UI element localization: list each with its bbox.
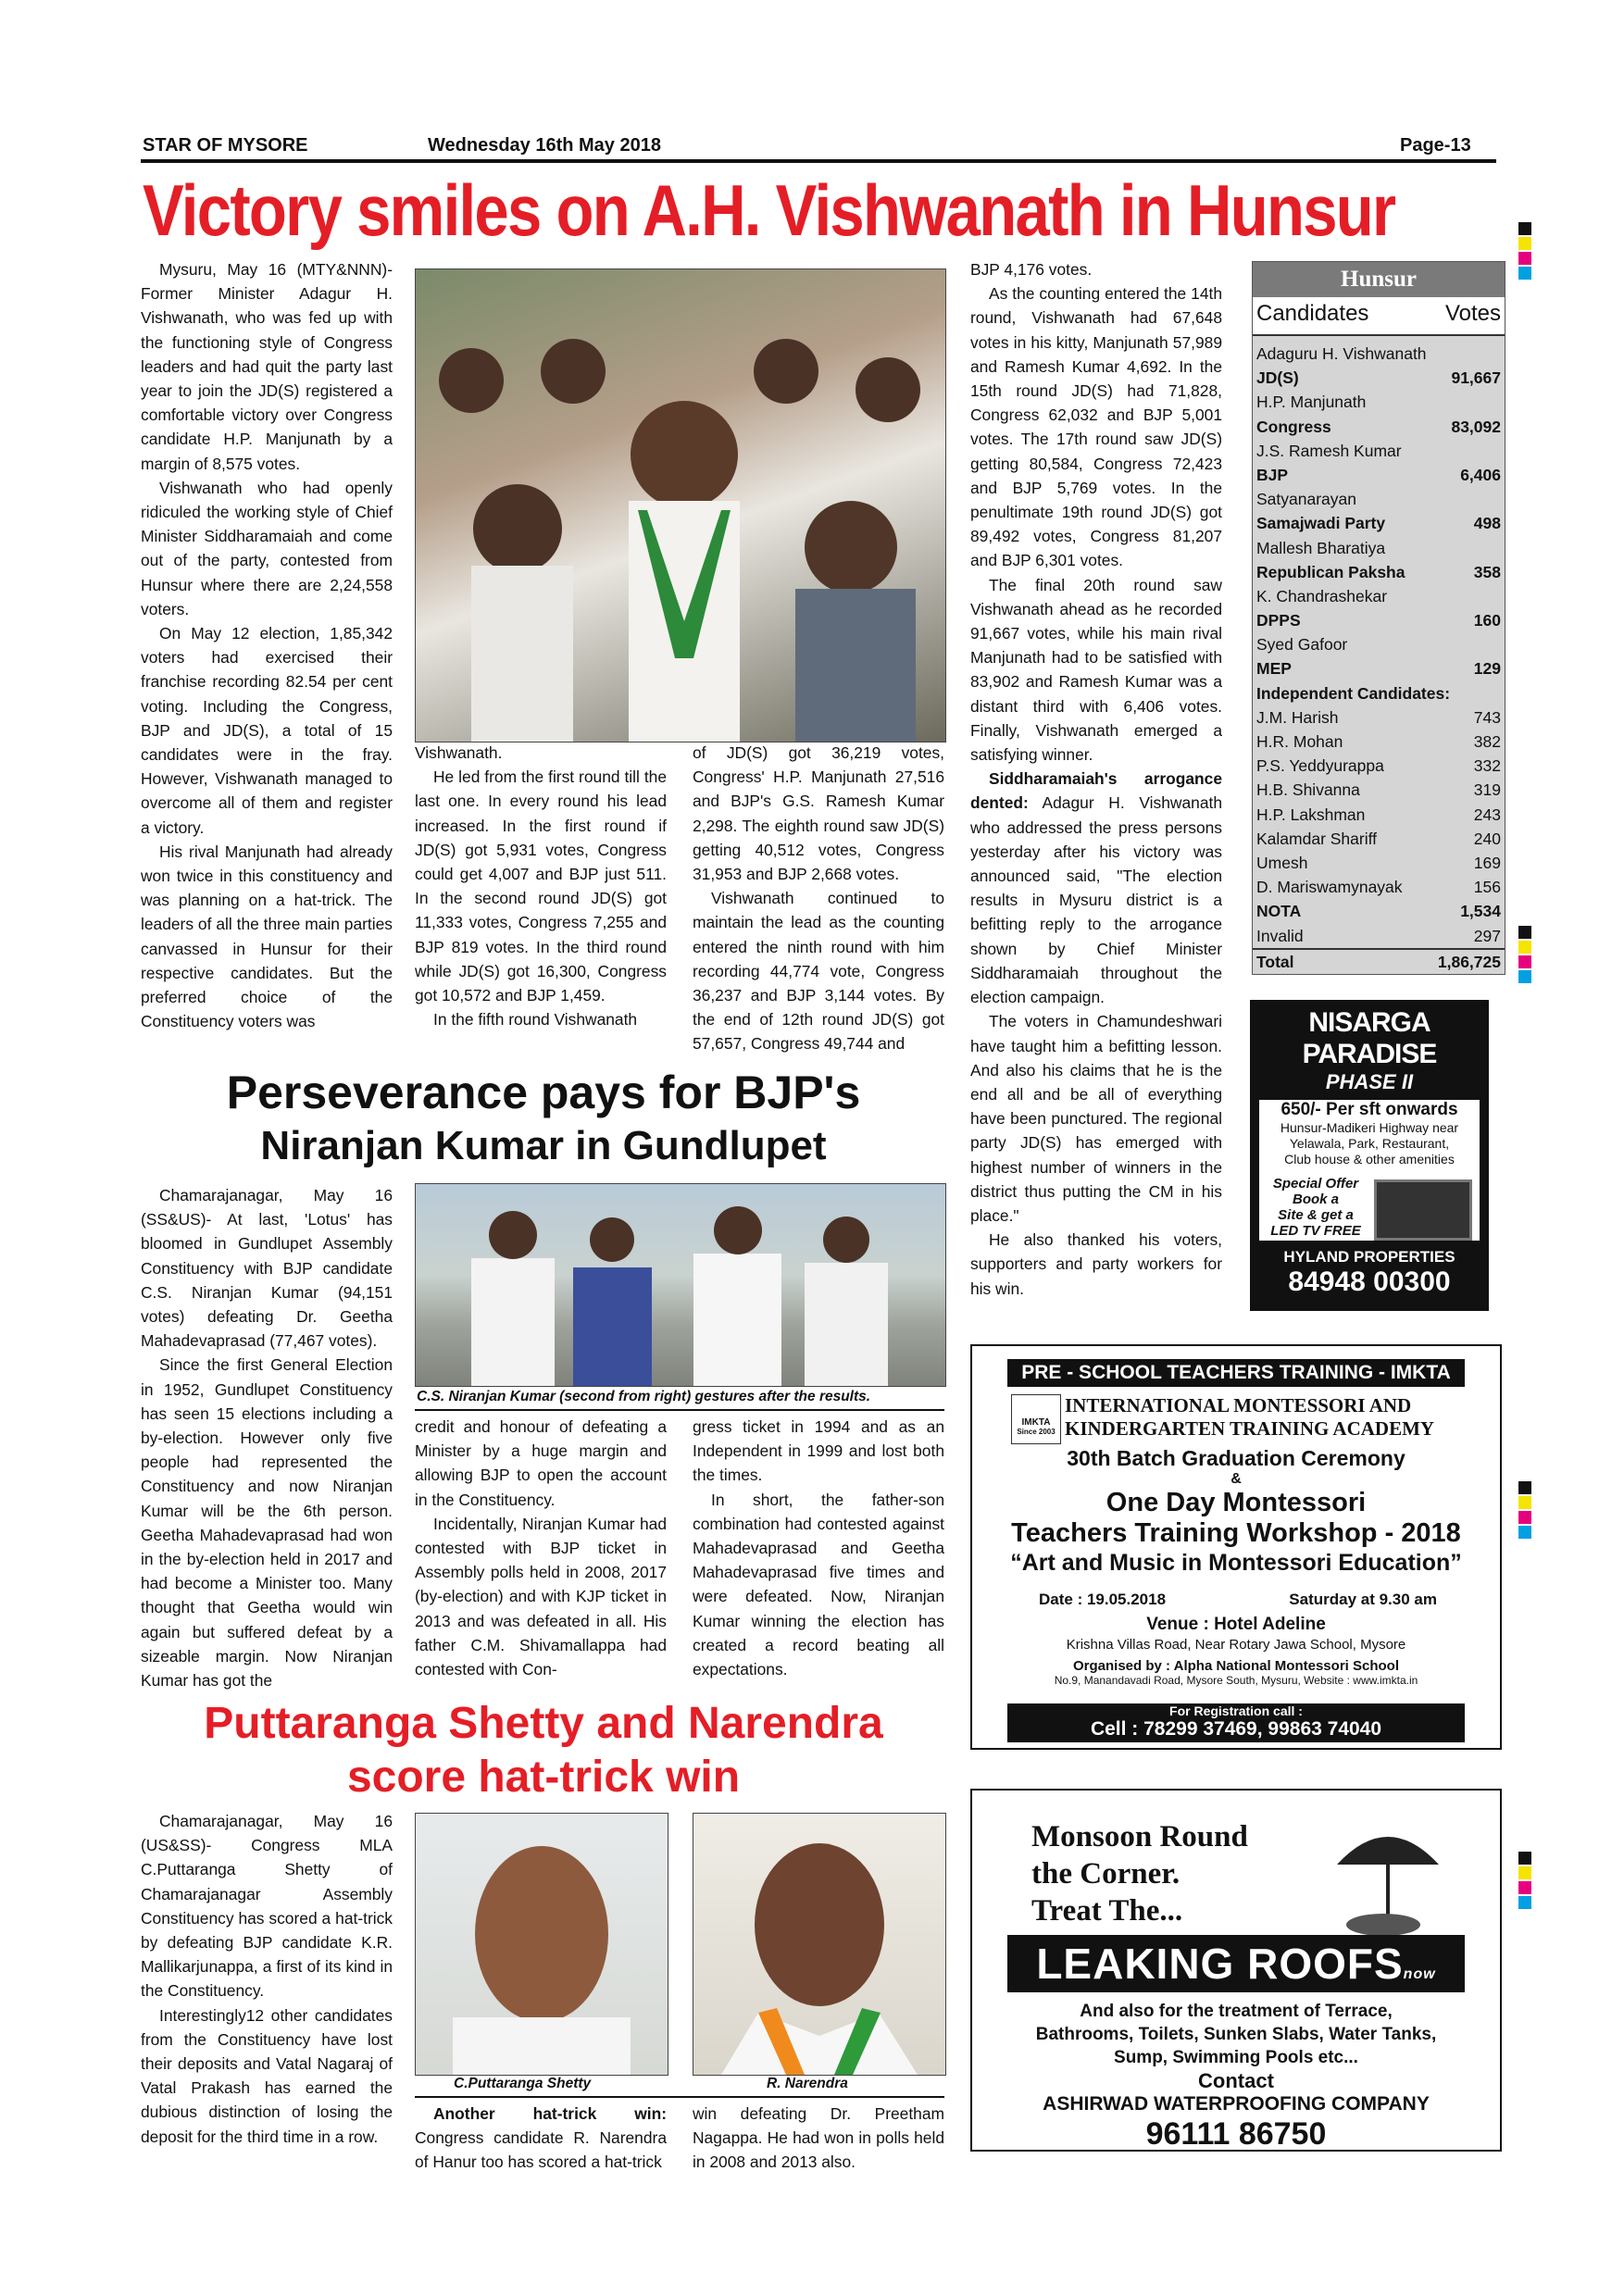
paragraph: In the fifth round Vishwanath <box>433 1010 638 1029</box>
results-header <box>1253 297 1505 336</box>
candidate-name: Republican Paksha <box>1256 562 1405 581</box>
event-address: Krishna Villas Road, Near Rotary Jawa School, Mysore <box>1066 1637 1406 1653</box>
candidate-votes: 319 <box>1473 780 1501 800</box>
result-row <box>1253 366 1505 390</box>
article2-headline-1: Perseverance pays for BJP's <box>226 1067 861 1118</box>
result-row <box>1253 899 1505 923</box>
paragraph: He also thanked his voters, supporters and party workers for his win. <box>970 1230 1222 1298</box>
vishwanath-photo <box>415 268 946 742</box>
subhead: Another hat-trick win: <box>433 2104 667 2123</box>
registration-label: For Registration call : <box>1169 1703 1303 1718</box>
event-venue: Venue : Hotel Adeline <box>1146 1615 1326 1634</box>
registration-swatch <box>1518 1896 1531 1909</box>
tv-icon <box>1374 1179 1472 1241</box>
article3-col2 <box>415 2102 667 2175</box>
paragraph: Chamarajanagar, May 16 (SS&US)- At last, 'Lotus' has bloomed in Gundlupet Assembly Constituency with BJP candidate C.S. Niranjan Kumar (94,151 votes) defeating Dr. Geetha Mahadevaprasad (77,467 votes). <box>141 1186 393 1351</box>
paragraph: credit and honour of defeating a Minister by a huge margin and allowing BJP to open the account in the Constituency. <box>415 1417 667 1509</box>
group-illustration <box>416 1184 945 1386</box>
article2-headline-2: Niranjan Kumar in Gundlupet <box>260 1123 827 1168</box>
result-row <box>1253 730 1505 754</box>
article3-headline-1: Puttaranga Shetty and Narendra <box>204 1699 883 1748</box>
paragraph: Since the first General Election in 1952, Gundlupet Constituency has seen 15 elections including a by-election. However only five people had represented the Constituency and now Niranjan Kumar will be the 6th person. Geetha Mahadevaprasad had won in the by-election held in 2017 and had become a Minister too. Many thought that Geetha would win again but suffered defeat by a sizeable margin. Now Niranjan Kumar has got the <box>141 1355 393 1691</box>
paragraph: His rival Manjunath had already won twice in this constituency and was planning on a hat-trick. The leaders of all the three main parties canvassed in Hunsur for their respective candidates. But the preferred choice of the Constituency voters was <box>141 842 393 1031</box>
article1-col3 <box>693 741 944 1056</box>
article2-photo-caption: C.S. Niranjan Kumar (second from right) gestures after the results. <box>417 1389 871 1404</box>
logo-text: IMKTA <box>1021 1417 1051 1428</box>
candidate-votes: 358 <box>1473 562 1501 581</box>
academy-name: KINDERGARTEN TRAINING ACADEMY <box>1065 1417 1435 1440</box>
ad-phone: 84948 00300 <box>1288 1267 1451 1297</box>
academy-name: INTERNATIONAL MONTESSORI AND <box>1065 1394 1412 1416</box>
ad-line: the Corner. <box>1031 1857 1181 1890</box>
candidate-votes: 6,406 <box>1460 465 1501 484</box>
candidate-name: JD(S) <box>1256 368 1299 388</box>
result-row <box>1253 463 1505 487</box>
paragraph: Mysuru, May 16 (MTY&NNN)- Former Minister Adagur H. Vishwanath, who was fed up with the functioning style of Congress leaders and had quit the party last year to join the JD(S) registered a comfortable victory over Congress candidate H.P. Manjunath by a margin of 8,575 votes. <box>141 260 393 473</box>
result-row <box>1253 390 1505 414</box>
paragraph: Interestingly12 other candidates from the Constituency have lost their deposits and Vatal Nagaraj of Vatal Prakash has earned the dubious distinction of losing the deposit for the third time in a row. <box>141 2005 393 2146</box>
ad-text: Sump, Swimming Pools etc... <box>1114 2048 1358 2067</box>
candidate-name: H.P. Manjunath <box>1256 393 1367 412</box>
registration-swatch <box>1518 1866 1531 1879</box>
paragraph: win defeating Dr. Preetham Nagappa. He had won in polls held in 2008 and 2013 also. <box>693 2104 944 2172</box>
paragraph <box>970 767 1222 1009</box>
ad-body <box>1259 1100 1480 1241</box>
candidate-name: Syed Gafoor <box>1256 635 1348 655</box>
registration-swatch <box>1518 222 1531 235</box>
registration-swatch <box>1518 1481 1531 1494</box>
article1-col4 <box>970 257 1222 1301</box>
result-row <box>1253 608 1505 632</box>
ad-offer: LED TV FREE <box>1270 1223 1361 1239</box>
event-title: One Day Montessori <box>1106 1488 1367 1517</box>
event-date: Date : 19.05.2018 <box>1039 1591 1167 1608</box>
paragraph: Vishwanath. <box>415 743 503 762</box>
candidate-name: Independent Candidates: <box>1256 683 1451 703</box>
ad-price: 650/- Per sft onwards <box>1280 1100 1458 1119</box>
ad-line: Treat The... <box>1031 1894 1183 1928</box>
ad-company: HYLAND PROPERTIES <box>1283 1248 1455 1266</box>
organiser: Organised by : Alpha National Montessori School <box>1073 1658 1399 1674</box>
candidate-votes: 156 <box>1473 878 1501 897</box>
caption-rule <box>415 2096 944 2098</box>
ad-line: Monsoon Round <box>1031 1820 1248 1853</box>
ad-company: ASHIRWAD WATERPROOFING COMPANY <box>1043 2093 1430 2115</box>
registration-swatch <box>1518 252 1531 265</box>
logo-subtext: Since 2003 <box>1017 1428 1056 1436</box>
candidate-name: K. Chandrashekar <box>1256 586 1388 605</box>
paragraph: On May 12 election, 1,85,342 voters had exercised their franchise recording 82.54 per cent voting. Including the Congress, BJP and JD(S), a total of 15 candidates were in the fray. However, Vishwanath managed to overcome all of them and register a victory. <box>141 624 393 837</box>
ad-phone: 96111 86750 <box>1145 2116 1327 2152</box>
paragraph: Vishwanath who had openly ridiculed the working style of Chief Minister Siddharamaiah and come out of the party, contested from Hunsur where there are 2,24,558 voters. <box>141 478 393 618</box>
result-row <box>1253 415 1505 439</box>
paper-name: STAR OF MYSORE <box>143 135 308 156</box>
candidate-name: NOTA <box>1256 902 1302 921</box>
registration-swatch <box>1518 237 1531 250</box>
puttaranga-shetty-photo <box>415 1813 668 2076</box>
ad-subtitle: PHASE II <box>1325 1070 1414 1093</box>
article3-col3 <box>693 2102 944 2175</box>
page-number: Page-13 <box>1400 135 1471 156</box>
ad-offer: Site & get a <box>1278 1207 1354 1223</box>
registration-swatch <box>1518 267 1531 280</box>
article1-col2 <box>415 741 667 1031</box>
ad-offer: Special Offer <box>1272 1176 1359 1192</box>
paragraph: Chamarajanagar, May 16 (US&SS)- Congress MLA C.Puttaranga Shetty of Chamarajanagar Assembly Constituency has scored a hat-trick by defeating BJP candidate K.R. Mallikarjunappa, a first of its kind in the Constituency. <box>141 1812 393 2001</box>
paragraph <box>415 2102 667 2175</box>
candidate-name: D. Mariswamynayak <box>1256 878 1403 897</box>
registration-swatch <box>1518 1526 1531 1539</box>
paragraph: In short, the father-son combination had contested against Mahadevaprasad and Geetha Mahadevaprasad five times and were defeated. Now, Niranjan Kumar winning the election has created a record beating all expectations. <box>693 1490 944 1679</box>
ad-text: Bathrooms, Toilets, Sunken Slabs, Water Tanks, <box>1035 2025 1437 2044</box>
article2-col1 <box>141 1183 393 1692</box>
event-title: Teachers Training Workshop - 2018 <box>1011 1518 1461 1548</box>
candidate-votes: 83,092 <box>1451 417 1501 436</box>
total-label: Total <box>1256 952 1294 971</box>
candidate-name: J.S. Ramesh Kumar <box>1256 441 1402 460</box>
paragraph: As the counting entered the 14th round, Vishwanath had 67,648 votes in his kitty, Manjunath 57,989 and Ramesh Kumar 4,692. In the 15th round JD(S) had 71,828, Congress 62,032 and BJP 5,001 votes. The 17th round saw JD(S) getting 80,584, Congress 72,423 and BJP 5,769 votes. In the penultimate 19th round JD(S) got 89,492 votes, Congress 81,207 and BJP 6,301 votes. <box>970 284 1222 570</box>
result-row <box>1253 439 1505 463</box>
result-row <box>1253 851 1505 875</box>
registration-phone: Cell : 78299 37469, 99863 74040 <box>1090 1718 1382 1740</box>
header-rule <box>141 159 1496 163</box>
ad-banner: PRE - SCHOOL TEACHERS TRAINING - IMKTA <box>1007 1359 1465 1387</box>
paragraph: Incidentally, Niranjan Kumar had contested with BJP ticket in Assembly polls held in 2008, 2017 (by-election) and with KJP ticket in 2013 and was defeated in all. His father C.M. Shivamallappa had contested with Con- <box>415 1514 667 1679</box>
paragraph-text: Congress candidate R. Narendra of Hanur too has scored a hat-trick <box>415 2128 667 2172</box>
paragraph: He led from the first round till the last one. In every round his lead increased. In the first round if JD(S) got 5,931 votes, Congress could get 4,007 and BJP just 511. In the second round JD(S) got 11,333 votes, Congress 7,255 and BJP 819 votes. In the third round while JD(S) got 16,300, Congress got 10,572 and BJP 1,459. <box>415 767 667 1005</box>
paragraph: The voters in Chamundeshwari have taught him a befitting lesson. And also his claims that he is the end all and be all of everything have been punctured. The regional party JD(S) has emerged with highest number of winners in the district thus putting the CM in his place." <box>970 1012 1222 1225</box>
candidate-name: J.M. Harish <box>1256 707 1339 727</box>
candidate-votes: 129 <box>1473 659 1501 679</box>
result-row <box>1253 536 1505 560</box>
paragraph: of JD(S) got 36,219 votes, Congress' H.P. Manjunath 27,516 and BJP's G.S. Ramesh Kumar 2,298. The eighth round saw JD(S) getting 40,512 votes, Congress 31,953 and BJP 2,668 votes. <box>693 743 944 884</box>
result-row <box>1253 705 1505 730</box>
result-row <box>1253 560 1505 584</box>
organiser-address: No.9, Manandavadi Road, Mysore South, Mysuru, Website : www.imkta.in <box>1054 1674 1418 1687</box>
narendra-photo <box>693 1813 946 2076</box>
candidate-name: Invalid <box>1256 926 1304 945</box>
article2-col3 <box>693 1415 944 1681</box>
article3-col1 <box>141 1809 393 2149</box>
registration-swatch <box>1518 1881 1531 1894</box>
candidate-votes: 297 <box>1473 926 1501 945</box>
results-title: Hunsur <box>1253 262 1505 297</box>
candidate-name: MEP <box>1256 659 1292 679</box>
crowd-illustration <box>416 269 945 742</box>
registration-swatch <box>1518 1496 1531 1509</box>
candidate-votes: 332 <box>1473 756 1501 776</box>
ad-title: NISARGA PARADISE <box>1302 1007 1437 1069</box>
result-row <box>1253 681 1505 705</box>
ad-offer: Book a <box>1292 1192 1339 1207</box>
registration-swatch <box>1518 955 1531 968</box>
paragraph: gress ticket in 1994 and as an Independent in 1999 and lost both the times. <box>693 1417 944 1485</box>
event-time: Saturday at 9.30 am <box>1289 1591 1437 1608</box>
candidate-name: H.R. Mohan <box>1256 732 1343 751</box>
candidate-votes: 160 <box>1473 611 1501 630</box>
caption-rule <box>415 1409 944 1411</box>
ad-nisarga-paradise <box>1250 1000 1489 1311</box>
portrait-illustration <box>416 1814 668 2075</box>
results-rows <box>1253 336 1505 948</box>
result-row <box>1253 778 1505 802</box>
candidate-name: Adaguru H. Vishwanath <box>1256 344 1427 363</box>
candidate-name: Kalamdar Shariff <box>1256 829 1378 848</box>
event-title: 30th Batch Graduation Ceremony <box>1067 1446 1405 1470</box>
candidate-votes: 91,667 <box>1451 368 1501 388</box>
candidate-votes: 243 <box>1473 805 1501 824</box>
registration-swatch <box>1518 926 1531 939</box>
registration-swatch <box>1518 941 1531 954</box>
banner-now: now <box>1403 1966 1436 1982</box>
results-total <box>1253 948 1505 974</box>
niranjan-kumar-photo <box>415 1183 946 1387</box>
candidate-votes: 169 <box>1473 853 1501 872</box>
registration-bar <box>1007 1703 1465 1742</box>
result-row <box>1253 656 1505 680</box>
candidates-header: Candidates <box>1256 301 1369 326</box>
ad-contact: Contact <box>1198 2069 1274 2092</box>
article1-headline: Victory smiles on A.H. Vishwanath in Hunsur <box>143 169 1395 251</box>
candidate-votes: 1,534 <box>1460 902 1501 921</box>
candidate-name: Samajwadi Party <box>1256 514 1386 533</box>
votes-header: Votes <box>1444 301 1501 326</box>
candidate-name: BJP <box>1256 465 1289 484</box>
candidate-name: Mallesh Bharatiya <box>1256 538 1386 557</box>
result-row <box>1253 584 1505 608</box>
result-row <box>1253 875 1505 899</box>
event-theme: “Art and Music in Montessori Education” <box>1010 1550 1462 1576</box>
issue-date: Wednesday 16th May 2018 <box>428 135 661 156</box>
article2-col2 <box>415 1415 667 1681</box>
result-row <box>1253 827 1505 851</box>
candidate-votes: 743 <box>1473 707 1501 727</box>
paragraph: The final 20th round saw Vishwanath ahead as he recorded 91,667 votes, while his main rival Manjunath had to be satisfied with 83,902 and Ramesh Kumar was a distant third with 6,406 votes. Finally, Vishwanath emerged a satisfying winner. <box>970 575 1222 765</box>
candidate-name: DPPS <box>1256 611 1301 630</box>
result-row <box>1253 511 1505 535</box>
candidate-name: H.P. Lakshman <box>1256 805 1366 824</box>
result-row <box>1253 924 1505 948</box>
registration-swatch <box>1518 1511 1531 1524</box>
ad-text: Club house & other amenities <box>1284 1152 1455 1167</box>
ad-text: Hunsur-Madikeri Highway near <box>1280 1120 1459 1135</box>
article1-col1 <box>141 257 393 1034</box>
ad-text: Yelawala, Park, Restaurant, <box>1289 1136 1450 1151</box>
candidate-votes: 240 <box>1473 829 1501 848</box>
registration-swatch <box>1518 970 1531 983</box>
portrait-illustration <box>693 1814 945 2075</box>
event-amp: & <box>1230 1471 1242 1487</box>
article3-headline-2: score hat-trick win <box>346 1753 741 1802</box>
candidate-name: Umesh <box>1256 853 1308 872</box>
candidate-votes: 382 <box>1473 732 1501 751</box>
caption-narendra: R. Narendra <box>767 2076 848 2091</box>
hunsur-results-table <box>1252 261 1505 975</box>
imkta-logo <box>1011 1394 1061 1444</box>
caption-puttaranga-shetty: C.Puttaranga Shetty <box>454 2076 592 2091</box>
candidate-name: H.B. Shivanna <box>1256 780 1360 800</box>
umbrella-icon <box>1318 1809 1457 1939</box>
leaking-roofs-banner <box>1007 1935 1465 1992</box>
subhead: Siddharamaiah's arrogance dented: <box>970 769 1222 813</box>
candidate-name: Satyanarayan <box>1256 490 1356 509</box>
ad-text: And also for the treatment of Terrace, <box>1080 2002 1393 2021</box>
paragraph: BJP 4,176 votes. <box>970 260 1093 279</box>
paragraph: Vishwanath continued to maintain the lead as the counting entered the ninth round with him recording 44,774 vote, Congress 36,237 and BJP 3,144 votes. By the end of 12th round JD(S) got 57,657, Congress 49,744 and <box>693 889 944 1054</box>
total-value: 1,86,725 <box>1437 952 1501 971</box>
paragraph-text: Adagur H. Vishwanath who addressed the press persons yesterday after his victory was announced said, "The election results in Mysuru district is a befitting reply to the arrogance shown by Chief Minister Siddharamaiah throughout the election campaign. <box>970 793 1222 1007</box>
ad-leaking-roofs <box>970 1789 1502 2152</box>
candidate-name: P.S. Yeddyurappa <box>1256 756 1384 776</box>
result-row <box>1253 754 1505 778</box>
registration-swatch <box>1518 1852 1531 1865</box>
result-row <box>1253 342 1505 366</box>
candidate-votes: 498 <box>1473 514 1501 533</box>
result-row <box>1253 632 1505 656</box>
result-row <box>1253 487 1505 511</box>
ad-imkta <box>970 1344 1502 1750</box>
result-row <box>1253 803 1505 827</box>
banner-text: LEAKING ROOFS <box>1036 1940 1404 1988</box>
candidate-name: Congress <box>1256 417 1331 436</box>
